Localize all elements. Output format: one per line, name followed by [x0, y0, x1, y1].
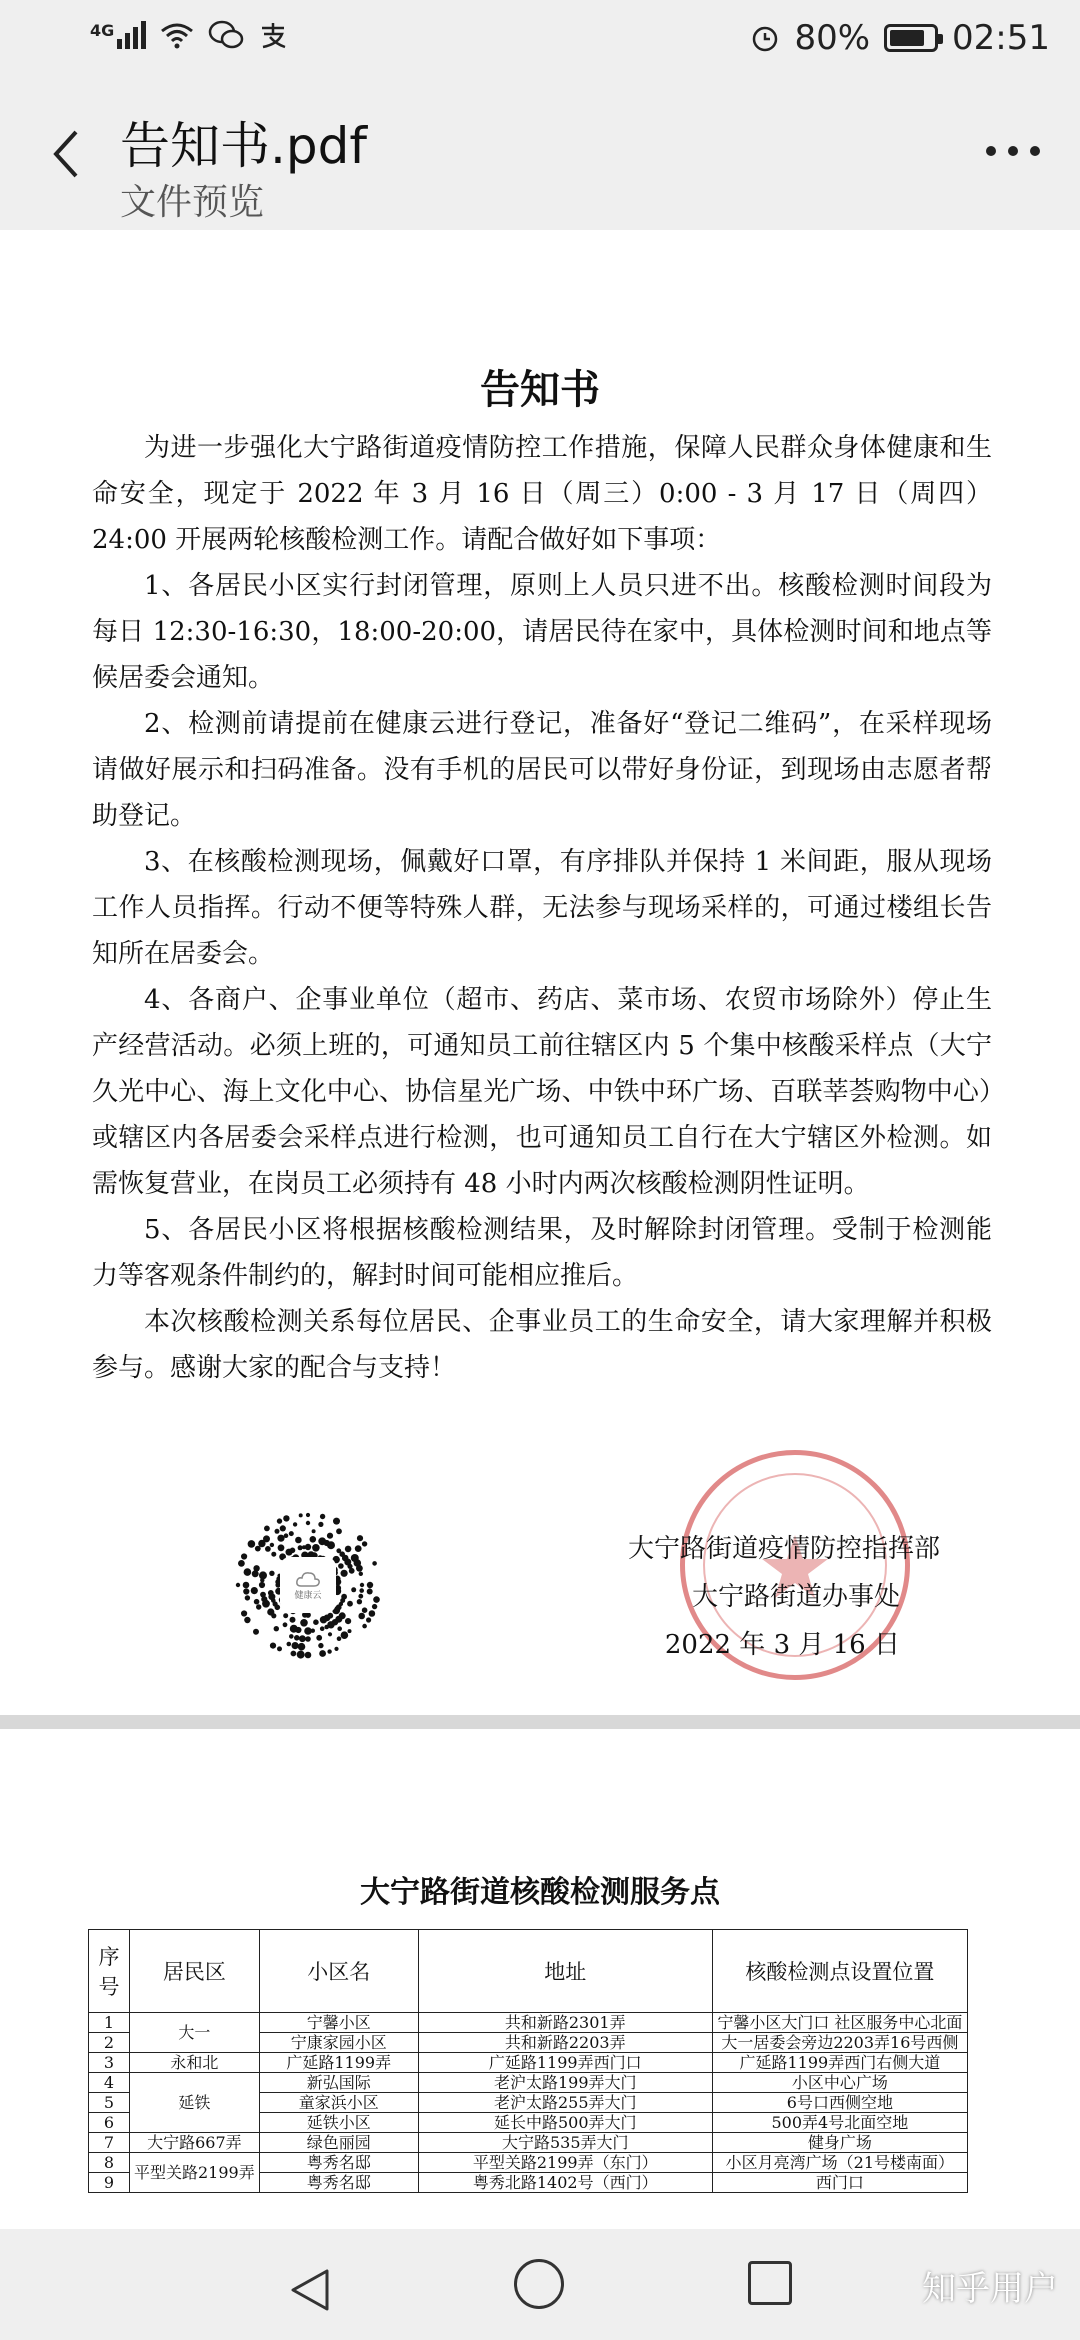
cell-address: 老沪太路255弄大门	[418, 2093, 712, 2113]
cell-address: 平型关路2199弄（东门）	[418, 2153, 712, 2173]
battery-percent: 80%	[794, 18, 871, 58]
table-header-row	[89, 1930, 968, 2013]
notice-paragraph: 为进一步强化大宁路街道疫情防控工作措施，保障人民群众身体健康和生命安全，现定于 2022 年 3 月 16 日（周三）0:00 - 3 月 17 日（周四）24:00 开展两轮核酸检测工作。请配合做好如下事项：	[92, 433, 992, 555]
alarm-icon	[750, 23, 780, 53]
wechat-icon	[208, 20, 244, 50]
cell-community: 新弘国际	[259, 2073, 418, 2093]
cell-no: 9	[89, 2173, 130, 2193]
back-arrow-icon[interactable]	[38, 124, 98, 184]
cell-location: 宁馨小区大门口 社区服务中心北面	[712, 2013, 967, 2033]
table-row	[89, 2073, 968, 2093]
cell-address: 广延路1199弄西门口	[418, 2053, 712, 2073]
header-address: 地址	[418, 1930, 712, 2013]
header-community: 小区名	[259, 1930, 418, 2013]
zhihu-watermark: 知乎用户	[922, 2269, 1058, 2309]
cell-no: 8	[89, 2153, 130, 2173]
cell-no: 3	[89, 2053, 130, 2073]
cell-address: 大宁路535弄大门	[418, 2133, 712, 2153]
cell-district: 大宁路667弄	[130, 2133, 260, 2153]
cell-no: 2	[89, 2033, 130, 2053]
sites-table	[88, 1929, 968, 2193]
signal-icon	[90, 21, 146, 49]
table-row	[89, 2153, 968, 2173]
wifi-icon	[160, 21, 194, 49]
cell-location: 小区月亮湾广场（21号楼南面）	[712, 2153, 967, 2173]
alipay-icon	[258, 20, 288, 50]
cell-no: 5	[89, 2093, 130, 2113]
notice-paragraph: 4、各商户、企事业单位（超市、药店、菜市场、农贸市场除外）停止生产经营活动。必须上班的，可通知员工前往辖区内 5 个集中核酸采样点（大宁久光中心、海上文化中心、协信星光广场、中铁中环广场、百联莘荟购物中心）或辖区内各居委会采样点进行检测，也可通知员工自行在大宁辖区外检测。如需恢复营业，在岗员工必须持有 48 小时内两次核酸检测阴性证明。	[92, 985, 992, 1199]
pdf-page-1	[0, 230, 1080, 1715]
notice-body	[92, 425, 992, 1391]
cell-community: 宁馨小区	[259, 2013, 418, 2033]
cell-community: 延铁小区	[259, 2113, 418, 2133]
cell-address: 共和新路2203弄	[418, 2033, 712, 2053]
table-row	[89, 2053, 968, 2073]
sites-table-title: 大宁路街道核酸检测服务点	[360, 1875, 720, 1910]
cell-district: 永和北	[130, 2053, 260, 2073]
pdf-page-2	[0, 1729, 1080, 2229]
cell-no: 7	[89, 2133, 130, 2153]
cell-address: 粤秀北路1402号（西门）	[418, 2173, 712, 2193]
notice-paragraph: 2、检测前请提前在健康云进行登记，准备好“登记二维码”，在采样现场请做好展示和扫码准备。没有手机的居民可以带好身份证，到现场由志愿者帮助登记。	[92, 709, 992, 831]
cell-community: 童家浜小区	[259, 2093, 418, 2113]
notice-title: 告知书	[480, 366, 600, 413]
cell-district: 大一	[130, 2013, 260, 2053]
cell-address: 老沪太路199弄大门	[418, 2073, 712, 2093]
cell-location: 广延路1199弄西门右侧大道	[712, 2053, 967, 2073]
health-cloud-logo	[280, 1557, 336, 1613]
nav-recent-apps-icon[interactable]	[748, 2261, 792, 2305]
cell-location: 大一居委会旁边2203弄16号西侧	[712, 2033, 967, 2053]
cell-no: 1	[89, 2013, 130, 2033]
signature-org-1: 大宁路街道疫情防控指挥部	[627, 1534, 940, 1564]
system-nav-bar	[0, 2229, 1080, 2340]
nav-back-icon[interactable]	[285, 2265, 335, 2315]
status-bar	[0, 0, 1080, 84]
cell-location: 健身广场	[712, 2133, 967, 2153]
battery-icon	[884, 24, 938, 52]
cell-community: 绿色丽园	[259, 2133, 418, 2153]
notice-paragraph: 3、在核酸检测现场，佩戴好口罩，有序排队并保持 1 米间距，服从现场工作人员指挥。行动不便等特殊人群，无法参与现场采样的，可通过楼组长告知所在居委会。	[92, 847, 992, 969]
cell-location: 西门口	[712, 2173, 967, 2193]
notice-paragraph: 本次核酸检测关系每位居民、企事业员工的生命安全，请大家理解并积极参与。感谢大家的配合与支持！	[92, 1307, 992, 1383]
file-title: 告知书.pdf	[120, 117, 367, 175]
cell-location: 6号口西侧空地	[712, 2093, 967, 2113]
health-cloud-qr-code	[228, 1505, 388, 1665]
page-gap	[0, 1715, 1080, 1729]
signature-block	[628, 1525, 940, 1669]
header-district: 居民区	[130, 1930, 260, 2013]
table-row	[89, 2013, 968, 2033]
header-no: 序号	[89, 1930, 130, 2013]
network-label: 4G	[90, 21, 115, 40]
cell-community: 粤秀名邸	[259, 2153, 418, 2173]
nav-home-icon[interactable]	[514, 2259, 564, 2309]
more-options-icon[interactable]	[986, 146, 1040, 156]
cloud-icon	[295, 1570, 321, 1588]
notice-paragraph: 1、各居民小区实行封闭管理，原则上人员只进不出。核酸检测时间段为每日 12:30-16:30，18:00-20:00，请居民待在家中，具体检测时间和地点等候居委会通知。	[92, 571, 992, 693]
status-left	[90, 20, 288, 50]
file-subtitle: 文件预览	[120, 182, 265, 223]
app-bar	[0, 84, 1080, 230]
notice-paragraph: 5、各居民小区将根据核酸检测结果，及时解除封闭管理。受制于检测能力等客观条件制约的，解封时间可能相应推后。	[92, 1215, 992, 1291]
cell-location: 小区中心广场	[712, 2073, 967, 2093]
cell-community: 粤秀名邸	[259, 2173, 418, 2193]
cell-address: 共和新路2301弄	[418, 2013, 712, 2033]
cell-district: 平型关路2199弄	[130, 2153, 260, 2193]
qr-label: 健康云	[294, 1590, 322, 1601]
header-location: 核酸检测点设置位置	[712, 1930, 967, 2013]
signature-date: 2022 年 3 月 16 日	[664, 1630, 900, 1660]
cell-district: 延铁	[130, 2073, 260, 2133]
clock: 02:51	[952, 18, 1050, 58]
cell-no: 6	[89, 2113, 130, 2133]
status-right	[750, 18, 1050, 58]
signature-org-2: 大宁路街道办事处	[691, 1582, 900, 1612]
cell-community: 宁康家园小区	[259, 2033, 418, 2053]
table-row	[89, 2133, 968, 2153]
cell-location: 500弄4号北面空地	[712, 2113, 967, 2133]
cell-community: 广延路1199弄	[259, 2053, 418, 2073]
cell-no: 4	[89, 2073, 130, 2093]
cell-address: 延长中路500弄大门	[418, 2113, 712, 2133]
